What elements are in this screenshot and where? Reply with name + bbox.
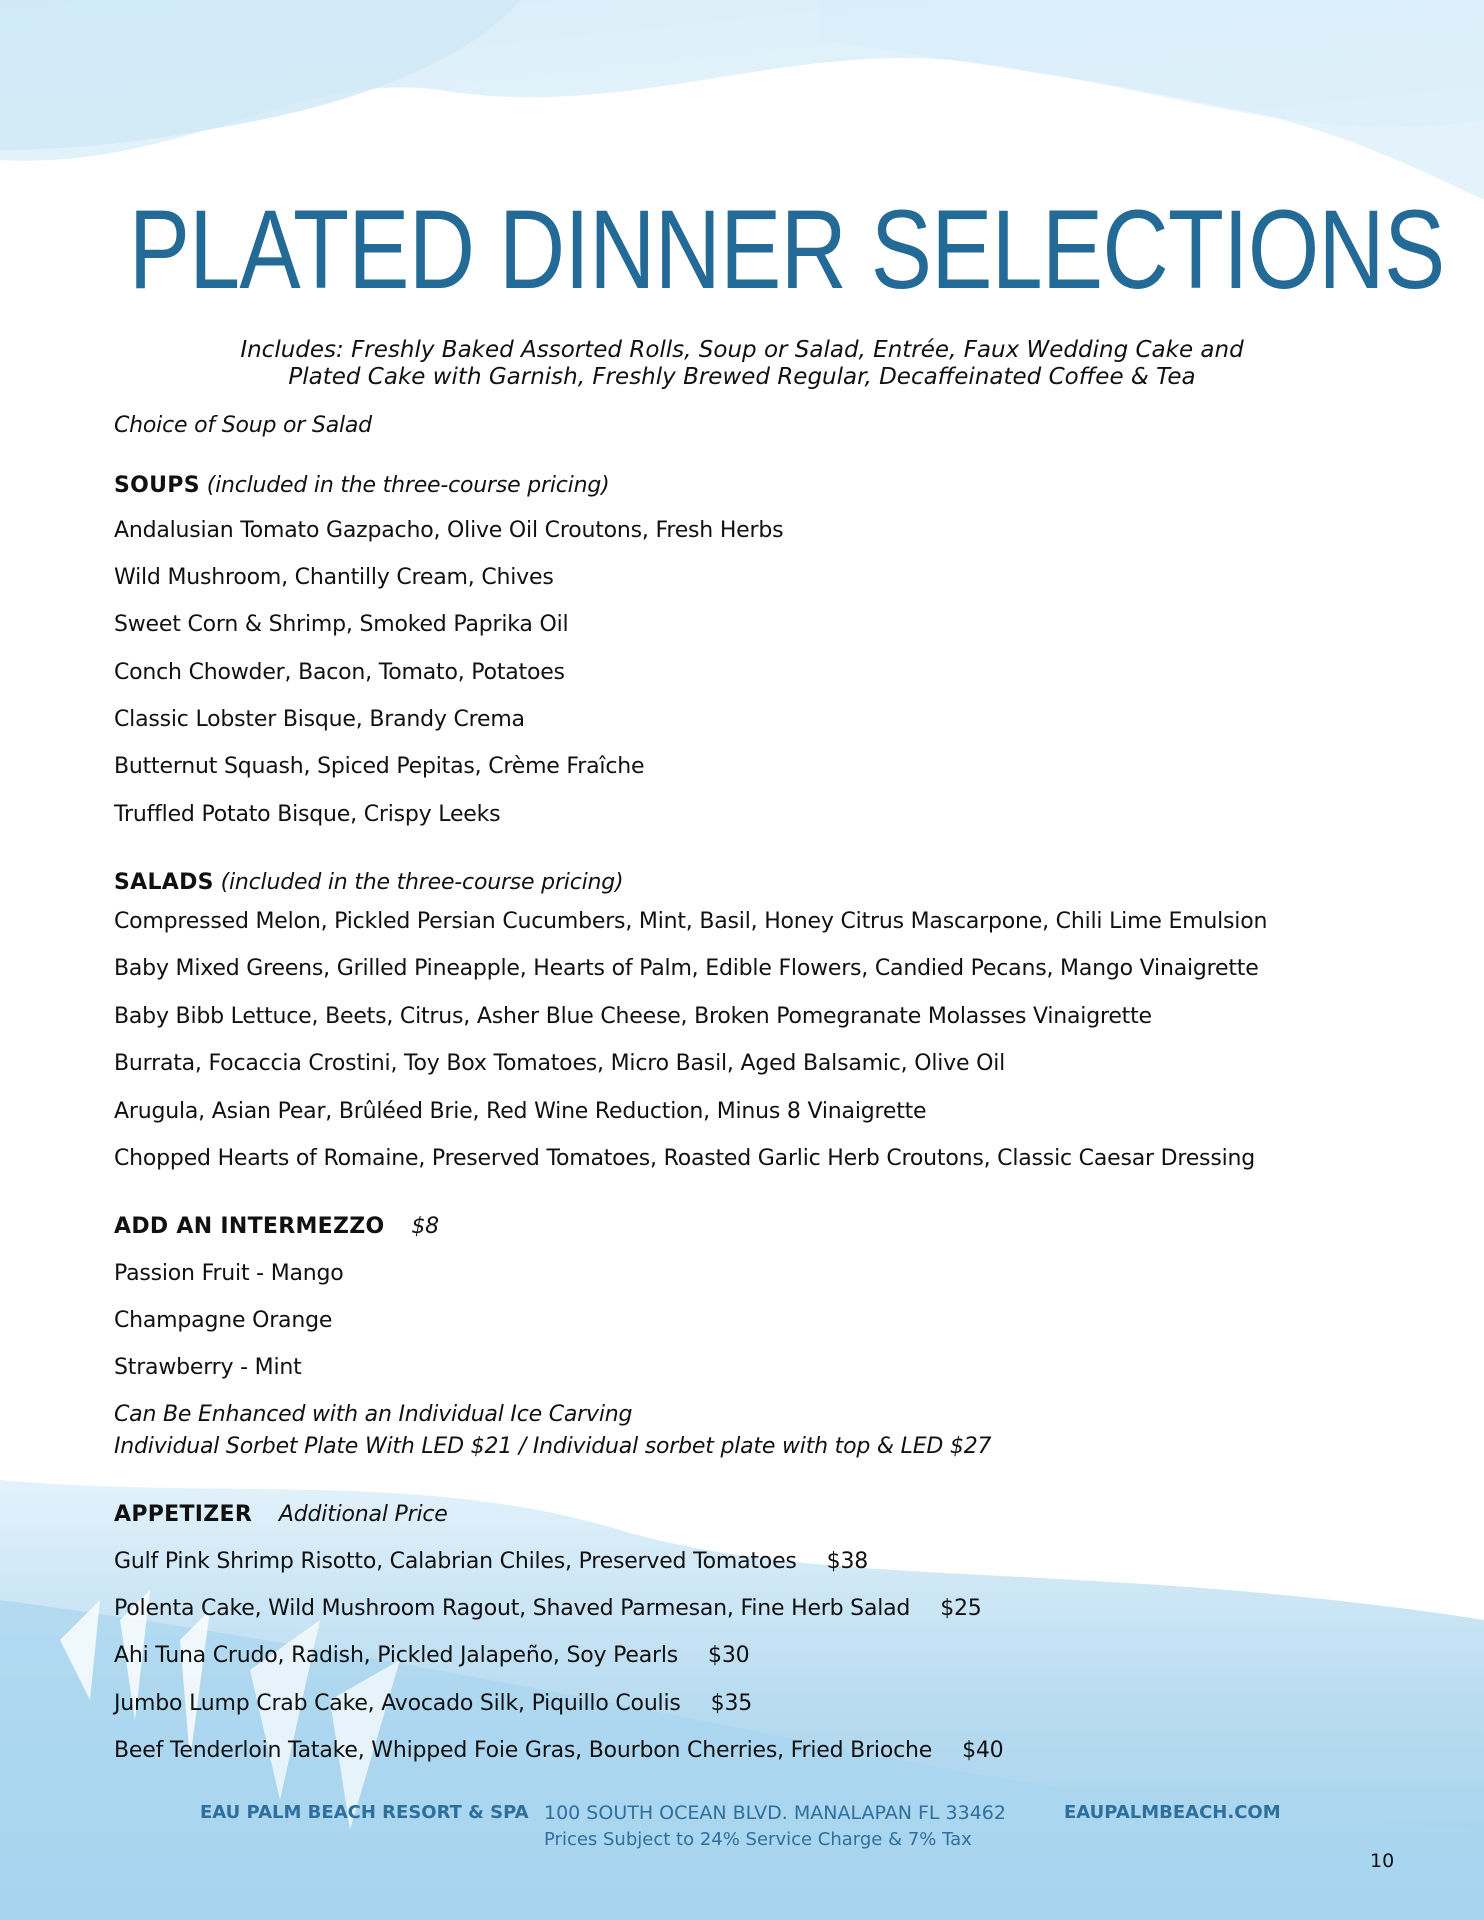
appetizer-name: Gulf Pink Shrimp Risotto, Calabrian Chiles, Preserved Tomatoes <box>114 1549 797 1574</box>
appetizer-price: $35 <box>710 1691 753 1716</box>
appetizer-price: $40 <box>962 1738 1004 1763</box>
footer-website-link[interactable]: EAUPALMBEACH.COM <box>1064 1802 1281 1823</box>
salads-heading-row <box>114 870 623 895</box>
appetizer-name: Beef Tenderloin Tatake, Whipped Foie Gras, Bourbon Cherries, Fried Brioche <box>114 1738 933 1763</box>
soup-item: Truffled Potato Bisque, Crispy Leeks <box>114 802 501 827</box>
soup-item: Butternut Squash, Spiced Pepitas, Crème Fraîche <box>114 754 645 779</box>
intermezzo-note-2: Individual Sorbet Plate With LED $21 / Individual sorbet plate with top & LED $27 <box>114 1434 992 1459</box>
appetizer-note: Additional Price <box>278 1502 448 1527</box>
appetizer-heading: APPETIZER <box>114 1502 253 1527</box>
soup-item: Wild Mushroom, Chantilly Cream, Chives <box>114 565 554 590</box>
soups-note: (included in the three-course pricing) <box>206 473 610 498</box>
salad-item: Baby Mixed Greens, Grilled Pineapple, Hearts of Palm, Edible Flowers, Candied Pecans, Mango Vinaigrette <box>114 956 1259 981</box>
intermezzo-price: $8 <box>411 1214 439 1239</box>
salad-item: Compressed Melon, Pickled Persian Cucumbers, Mint, Basil, Honey Citrus Mascarpone, Chili Lime Emulsion <box>114 909 1268 934</box>
salad-item: Chopped Hearts of Romaine, Preserved Tomatoes, Roasted Garlic Herb Croutons, Classic Caesar Dressing <box>114 1146 1256 1171</box>
appetizer-price: $38 <box>826 1549 869 1574</box>
salads-heading: SALADS <box>114 870 214 895</box>
salads-note: (included in the three-course pricing) <box>220 870 624 895</box>
salad-item: Arugula, Asian Pear, Brûléed Brie, Red Wine Reduction, Minus 8 Vinaigrette <box>114 1099 927 1124</box>
footer-tax-note: Prices Subject to 24% Service Charge & 7% Tax <box>544 1829 972 1850</box>
soup-item: Sweet Corn & Shrimp, Smoked Paprika Oil <box>114 612 569 637</box>
page-title: PLATED DINNER SELECTIONS <box>128 187 1445 312</box>
appetizer-item <box>114 1643 749 1668</box>
intermezzo-note-1: Can Be Enhanced with an Individual Ice Carving <box>114 1402 633 1427</box>
includes-note <box>0 337 1484 391</box>
intermezzo-item: Passion Fruit - Mango <box>114 1261 344 1286</box>
appetizer-name: Polenta Cake, Wild Mushroom Ragout, Shaved Parmesan, Fine Herb Salad <box>114 1596 911 1621</box>
soup-item: Andalusian Tomato Gazpacho, Olive Oil Croutons, Fresh Herbs <box>114 518 784 543</box>
intermezzo-item: Strawberry - Mint <box>114 1355 302 1380</box>
footer-brand: EAU PALM BEACH RESORT & SPA <box>200 1802 529 1823</box>
appetizer-name: Jumbo Lump Crab Cake, Avocado Silk, Piquillo Coulis <box>114 1691 681 1716</box>
includes-line-2: Plated Cake with Garnish, Freshly Brewed Regular, Decaffeinated Coffee & Tea <box>288 364 1196 390</box>
intermezzo-heading: ADD AN INTERMEZZO <box>114 1214 385 1239</box>
includes-line-1: Includes: Freshly Baked Assorted Rolls, Soup or Salad, Entrée, Faux Wedding Cake and <box>240 337 1244 363</box>
appetizer-item <box>114 1691 752 1716</box>
appetizer-heading-row <box>114 1502 448 1527</box>
soup-item: Conch Chowder, Bacon, Tomato, Potatoes <box>114 660 565 685</box>
intermezzo-heading-row <box>114 1214 439 1239</box>
intermezzo-item: Champagne Orange <box>114 1308 333 1333</box>
soups-heading-row <box>114 473 609 498</box>
salad-item: Burrata, Focaccia Crostini, Toy Box Tomatoes, Micro Basil, Aged Balsamic, Olive Oil <box>114 1051 1006 1076</box>
page-number: 10 <box>1370 1850 1395 1872</box>
soups-heading: SOUPS <box>114 473 200 498</box>
appetizer-name: Ahi Tuna Crudo, Radish, Pickled Jalapeño, Soy Pearls <box>114 1643 679 1668</box>
appetizer-item <box>114 1596 982 1621</box>
appetizer-item <box>114 1738 1003 1763</box>
soup-item: Classic Lobster Bisque, Brandy Crema <box>114 707 525 732</box>
appetizer-item <box>114 1549 868 1574</box>
footer-address: 100 SOUTH OCEAN BLVD. MANALAPAN FL 33462 <box>544 1802 1006 1824</box>
appetizer-price: $25 <box>940 1596 982 1621</box>
choice-note: Choice of Soup or Salad <box>114 413 372 438</box>
appetizer-price: $30 <box>708 1643 750 1668</box>
salad-item: Baby Bibb Lettuce, Beets, Citrus, Asher Blue Cheese, Broken Pomegranate Molasses Vinaigrette <box>114 1004 1152 1029</box>
